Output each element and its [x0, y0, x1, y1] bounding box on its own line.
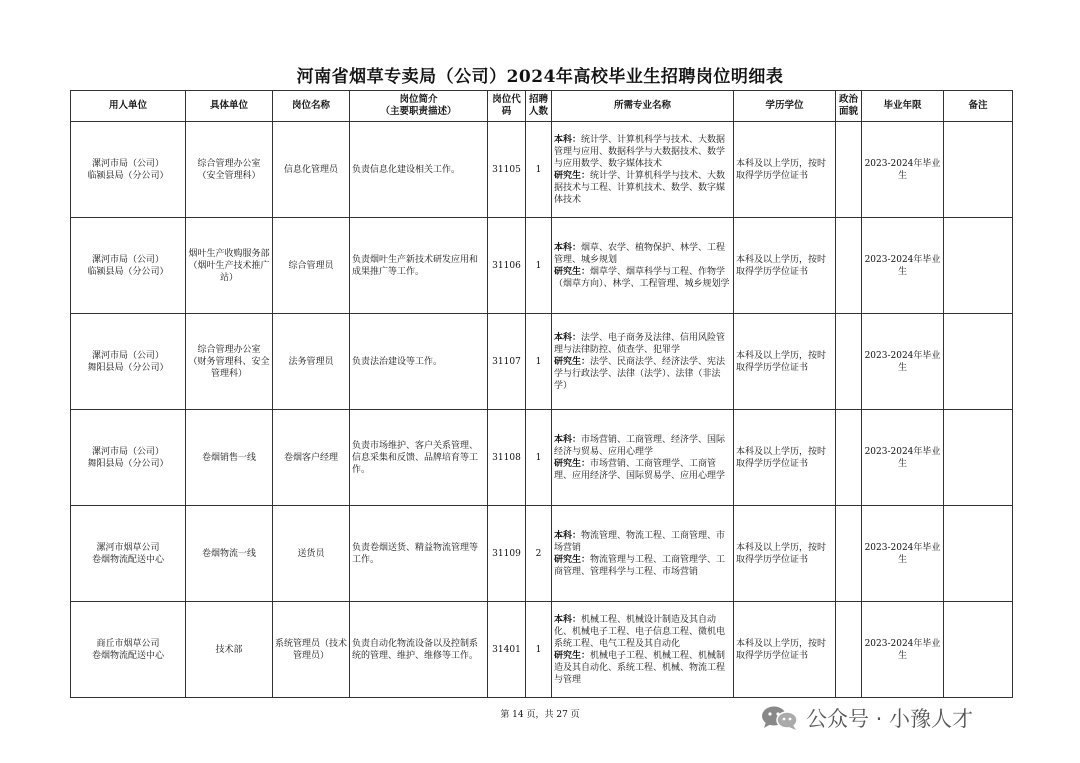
undergrad-label: 本科：	[554, 134, 582, 145]
header-duty-sub: （主要职责描述）	[380, 106, 457, 117]
cell-degree: 本科及以上学历，按时取得学历学位证书	[734, 314, 836, 410]
cell-count: 1	[526, 122, 552, 218]
header-row	[71, 91, 1013, 122]
postgrad-majors: 物流管理与工程、工商管理学、工商管理、管理科学与工程、市场营销	[554, 554, 726, 577]
cell-position: 法务管理员	[273, 314, 350, 410]
postgrad-label: 研究生：	[554, 650, 591, 661]
cell-major	[552, 602, 734, 698]
postgrad-majors: 法学、民商法学、经济法学、宪法学与行政法学、法律（法学）、法律（非法学）	[554, 356, 726, 391]
postgrad-label: 研究生：	[554, 356, 591, 367]
cell-duty: 负责市场维护、客户关系管理、信息采集和反馈、品牌培育等工作。	[350, 410, 488, 506]
cell-position: 送货员	[273, 506, 350, 602]
postgrad-majors: 市场营销、工商管理学、工商管理、应用经济学、国际贸易学、应用心理学	[554, 458, 726, 481]
cell-note	[944, 506, 1013, 602]
cell-year: 2023-2024年毕业生	[862, 602, 944, 698]
cell-code: 31401	[488, 602, 526, 698]
cell-note	[944, 602, 1013, 698]
cell-position: 系统管理员（技术管理员）	[273, 602, 350, 698]
cell-employer: 商丘市烟草公司 卷烟物流配送中心	[71, 602, 186, 698]
cell-duty: 负责烟叶生产新技术研发应用和成果推广等工作。	[350, 218, 488, 314]
watermark	[760, 703, 973, 733]
cell-year: 2023-2024年毕业生	[862, 218, 944, 314]
header-politics: 政治面貌	[836, 91, 862, 122]
cell-code: 31109	[488, 506, 526, 602]
cell-year: 2023-2024年毕业生	[862, 506, 944, 602]
header-employer: 用人单位	[71, 91, 186, 122]
cell-employer: 漯河市局（公司） 舞阳县局（分公司）	[71, 314, 186, 410]
cell-count: 1	[526, 410, 552, 506]
cell-code: 31108	[488, 410, 526, 506]
cell-degree: 本科及以上学历，按时取得学历学位证书	[734, 602, 836, 698]
undergrad-label: 本科：	[554, 332, 582, 343]
cell-duty: 负责法治建设等工作。	[350, 314, 488, 410]
cell-duty: 负责信息化建设相关工作。	[350, 122, 488, 218]
header-note: 备注	[944, 91, 1013, 122]
undergrad-majors: 物流管理、物流工程、工商管理、市场营销	[554, 530, 726, 553]
cell-position: 卷烟客户经理	[273, 410, 350, 506]
cell-note	[944, 410, 1013, 506]
cell-major	[552, 218, 734, 314]
postgrad-majors: 烟草学、烟草科学与工程、作物学（烟草方向）、林学、工程管理、城乡规划学	[554, 266, 730, 289]
postgrad-label: 研究生：	[554, 554, 591, 565]
postgrad-label: 研究生：	[554, 266, 591, 277]
cell-position: 信息化管理员	[273, 122, 350, 218]
header-unit: 具体单位	[186, 91, 273, 122]
cell-position: 综合管理员	[273, 218, 350, 314]
undergrad-majors: 市场营销、工商管理、经济学、国际经济与贸易、应用心理学	[554, 434, 726, 457]
job-table	[70, 90, 1013, 698]
header-count: 招聘人数	[526, 91, 552, 122]
undergrad-majors: 统计学、计算机科学与技术、大数据管理与应用、数据科学与大数据技术、数学与应用数学、数字媒体技术	[554, 134, 726, 169]
cell-major	[552, 314, 734, 410]
undergrad-majors: 法学、电子商务及法律、信用风险管理与法律防控、侦查学、犯罪学	[554, 332, 726, 355]
cell-duty: 负责卷烟送货、精益物流管理等工作。	[350, 506, 488, 602]
cell-unit: 综合管理办公室 （财务管理科、安全管理科）	[186, 314, 273, 410]
header-major: 所需专业名称	[552, 91, 734, 122]
cell-unit: 卷烟销售一线	[186, 410, 273, 506]
wechat-icon	[760, 705, 800, 731]
cell-major	[552, 410, 734, 506]
cell-count: 1	[526, 314, 552, 410]
cell-unit: 技术部	[186, 602, 273, 698]
header-code: 岗位代码	[488, 91, 526, 122]
cell-major	[552, 506, 734, 602]
cell-employer: 漯河市局（公司） 舞阳县局（分公司）	[71, 410, 186, 506]
header-year: 毕业年限	[862, 91, 944, 122]
undergrad-label: 本科：	[554, 434, 582, 445]
cell-degree: 本科及以上学历，按时取得学历学位证书	[734, 218, 836, 314]
cell-degree: 本科及以上学历，按时取得学历学位证书	[734, 506, 836, 602]
postgrad-label: 研究生：	[554, 458, 591, 469]
cell-unit: 综合管理办公室 （安全管理科）	[186, 122, 273, 218]
cell-year: 2023-2024年毕业生	[862, 122, 944, 218]
undergrad-label: 本科：	[554, 614, 582, 625]
table-row	[71, 410, 1013, 506]
cell-politics	[836, 410, 862, 506]
document-title: 河南省烟草专卖局（公司）2024年高校毕业生招聘岗位明细表	[296, 67, 784, 87]
cell-count: 1	[526, 218, 552, 314]
postgrad-majors: 机械电子工程、机械工程、机械制造及其自动化、系统工程、机械、物流工程与管理	[554, 650, 726, 685]
table-row	[71, 218, 1013, 314]
cell-employer: 漯河市局（公司） 临颍县局（分公司）	[71, 218, 186, 314]
undergrad-label: 本科：	[554, 530, 582, 541]
table-row	[71, 122, 1013, 218]
cell-code: 31106	[488, 218, 526, 314]
header-duty-main: 岗位简介	[399, 94, 438, 105]
cell-politics	[836, 506, 862, 602]
undergrad-label: 本科：	[554, 242, 582, 253]
table-row	[71, 506, 1013, 602]
cell-count: 1	[526, 602, 552, 698]
header-degree: 学历学位	[734, 91, 836, 122]
table-row	[71, 314, 1013, 410]
cell-employer: 漯河市烟草公司 卷烟物流配送中心	[71, 506, 186, 602]
cell-unit: 卷烟物流一线	[186, 506, 273, 602]
cell-unit: 烟叶生产收购服务部（烟叶生产技术推广站）	[186, 218, 273, 314]
cell-employer: 漯河市局（公司） 临颍县局（分公司）	[71, 122, 186, 218]
cell-code: 31105	[488, 122, 526, 218]
table-row	[71, 602, 1013, 698]
cell-politics	[836, 218, 862, 314]
watermark-text: 公众号 · 小豫人才	[806, 707, 974, 731]
header-duty	[350, 91, 488, 122]
cell-year: 2023-2024年毕业生	[862, 314, 944, 410]
cell-politics	[836, 314, 862, 410]
undergrad-majors: 机械工程、机械设计制造及其自动化、机械电子工程、电子信息工程、微机电系统工程、电气工程及其自动化	[554, 614, 726, 649]
cell-year: 2023-2024年毕业生	[862, 410, 944, 506]
cell-politics	[836, 122, 862, 218]
cell-major	[552, 122, 734, 218]
page-footer: 第 14 页，共 27 页	[500, 710, 580, 720]
cell-code: 31107	[488, 314, 526, 410]
postgrad-label: 研究生：	[554, 170, 591, 181]
cell-count: 2	[526, 506, 552, 602]
cell-note	[944, 314, 1013, 410]
undergrad-majors: 烟草、农学、植物保护、林学、工程管理、城乡规划	[554, 242, 726, 265]
header-position: 岗位名称	[273, 91, 350, 122]
postgrad-majors: 统计学、计算机科学与技术、大数据技术与工程、计算机技术、数学、数字媒体技术	[554, 170, 726, 205]
cell-politics	[836, 602, 862, 698]
cell-note	[944, 218, 1013, 314]
cell-note	[944, 122, 1013, 218]
cell-degree: 本科及以上学历，按时取得学历学位证书	[734, 410, 836, 506]
cell-degree: 本科及以上学历，按时取得学历学位证书	[734, 122, 836, 218]
cell-duty: 负责自动化物流设备以及控制系统的管理、维护、维修等工作。	[350, 602, 488, 698]
